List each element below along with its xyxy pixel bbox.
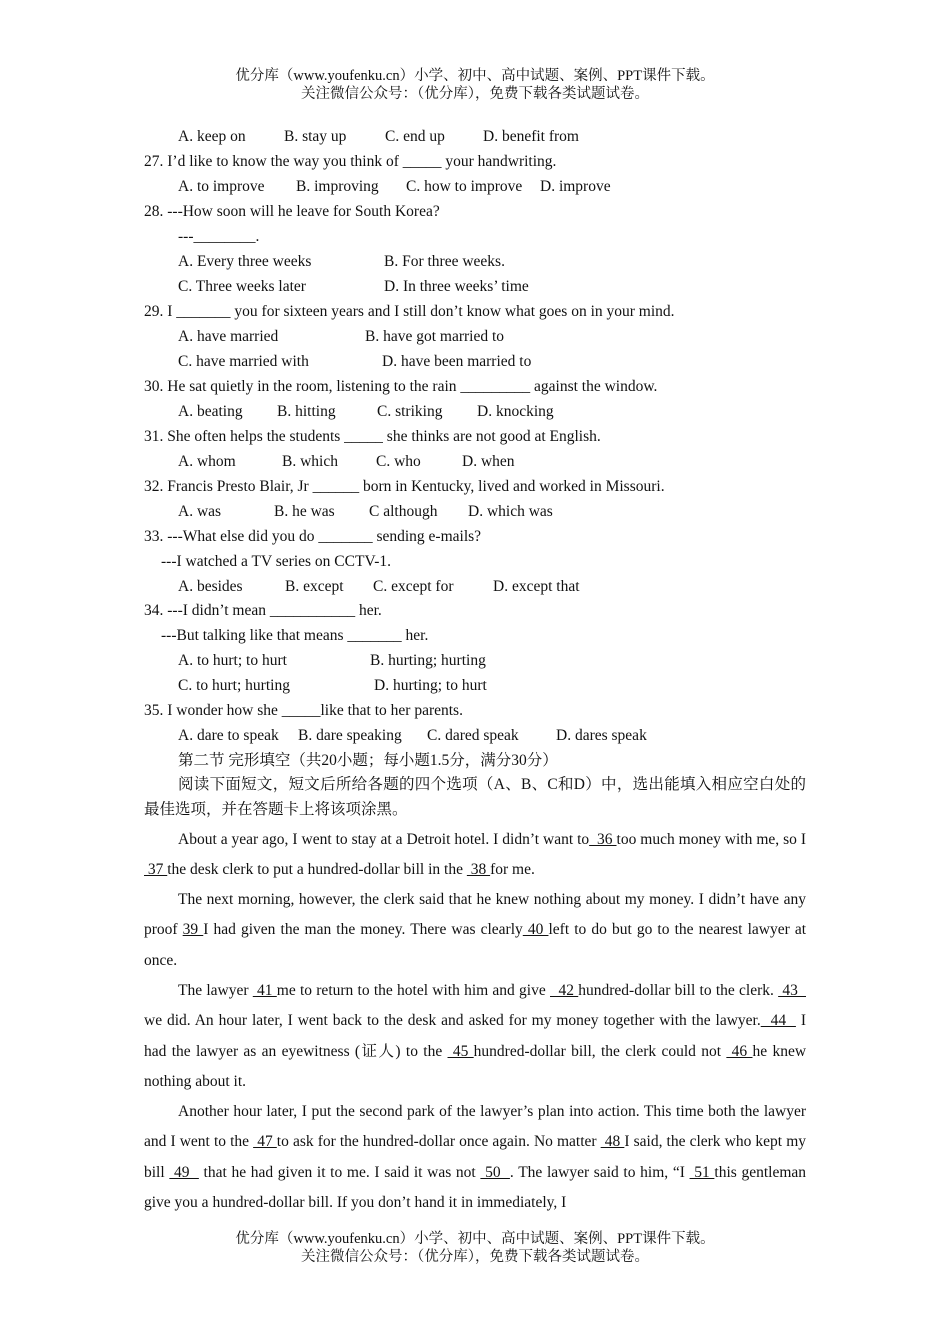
blank-42: 42: [550, 982, 579, 999]
footer-line-1: 优分库（www.youfenku.cn）小学、初中、高中试题、案例、PPT课件下载。: [235, 1231, 715, 1247]
q30-option-d: D. knocking: [477, 403, 554, 420]
q30-stem: 30. He sat quietly in the room, listening to the rain _________ against the window.: [144, 378, 658, 395]
blank-37: 37: [144, 861, 168, 879]
passage-paragraph-1: About a year ago, I went to stay at a Detroit hotel. I didn’t want to 36 too much money with me, so I 37 the desk clerk to put a hundred-dollar bill in the 38 for me.: [144, 831, 806, 879]
footer-line-2: 关注微信公众号：（优分库），免费下载各类试题试卷。: [301, 1249, 649, 1265]
q31-option-b: B. which: [282, 453, 338, 470]
q33-option-c: C. except for: [373, 578, 454, 595]
blank-51: 51: [689, 1163, 715, 1181]
blank-40: 40: [522, 921, 549, 939]
q35-option-a: A. dare to speak: [178, 727, 279, 744]
q26-option-d: D. benefit from: [483, 128, 579, 145]
q33-reply: ---I watched a TV series on CCTV-1.: [161, 553, 392, 570]
blank-39: 39: [182, 921, 204, 939]
blank-41: 41: [252, 982, 277, 999]
q27-option-d: D. improve: [540, 178, 611, 195]
q29-option-b: B. have got married to: [365, 328, 505, 345]
q29-option-a: A. have married: [178, 328, 279, 345]
q28-reply: ---________.: [178, 228, 260, 245]
q34-option-c: C. to hurt; hurting: [178, 677, 290, 694]
q35-option-d: D. dares speak: [556, 727, 647, 744]
q32-option-d: D. which was: [468, 503, 553, 520]
q32-option-a: A. was: [178, 503, 222, 520]
q27-option-a: A. to improve: [178, 178, 265, 195]
q29-stem: 29. I _______ you for sixteen years and I still don’t know what goes on in your mind.: [144, 303, 675, 320]
blank-43: 43: [778, 982, 806, 999]
blank-49: 49: [169, 1163, 199, 1181]
q29-option-c: C. have married with: [178, 353, 309, 370]
passage-paragraph-2: The next morning, however, the clerk said that he knew nothing about my money. I didn’t have any proof 39 I had given the man the money. There was clearly 40 left to do but go to the nearest lawyer at once.: [144, 891, 807, 969]
q27-option-c: C. how to improve: [406, 178, 523, 195]
q35-option-c: C. dared speak: [427, 727, 519, 744]
q26-option-a: A. keep on: [178, 128, 246, 145]
q27-option-b: B. improving: [296, 178, 379, 195]
q30-option-b: B. hitting: [277, 403, 336, 420]
header-line-2: 关注微信公众号：（优分库），免费下载各类试题试卷。: [301, 86, 649, 102]
passage-paragraph-3: The lawyer 41 me to return to the hotel with him and give 42 hundred-dollar bill to the clerk. 43 we did. An hour later, I went back to the desk and asked for my money together with the lawyer. 44 I had the lawyer as an eyewitness (证人) to the 45 hundred-dollar bill, the clerk could not 46 he knew nothing about it.: [144, 982, 807, 1090]
q26-option-b: B. stay up: [284, 128, 347, 145]
blank-48: 48: [600, 1133, 625, 1151]
blank-44: 44: [760, 1012, 796, 1030]
q28-option-b: B. For three weeks.: [384, 253, 505, 270]
q31-option-d: D. when: [462, 453, 515, 470]
page-header: [0, 67, 950, 103]
q28-option-c: C. Three weeks later: [178, 278, 306, 295]
q27-stem: 27. I’d like to know the way you think of _____ your handwriting.: [144, 153, 557, 170]
q30-option-c: C. striking: [377, 403, 443, 420]
q26-option-c: C. end up: [385, 128, 445, 145]
q34-reply: ---But talking like that means _______ her.: [161, 627, 429, 644]
q35-stem: 35. I wonder how she _____like that to her parents.: [144, 702, 463, 719]
blank-46: 46: [726, 1042, 753, 1060]
q30-option-a: A. beating: [178, 403, 243, 420]
q28-stem: 28. ---How soon will he leave for South Korea?: [144, 203, 440, 220]
q33-stem: 33. ---What else did you do _______ sending e-mails?: [144, 528, 482, 545]
q31-stem: 31. She often helps the students _____ she thinks are not good at English.: [144, 428, 601, 445]
q33-option-b: B. except: [285, 578, 344, 595]
q31-option-a: A. whom: [178, 453, 236, 470]
blank-36: 36: [589, 831, 617, 848]
q32-option-b: B. he was: [274, 503, 335, 520]
q29-option-d: D. have been married to: [382, 353, 532, 370]
page-footer: [0, 1230, 950, 1266]
q35-option-b: B. dare speaking: [298, 727, 402, 744]
section-title: 第二节 完形填空（共20小题；每小题1.5分，满分30分）: [178, 752, 558, 769]
q28-option-d: D. In three weeks’ time: [384, 278, 529, 295]
q31-option-c: C. who: [376, 453, 421, 470]
q28-option-a: A. Every three weeks: [178, 253, 312, 270]
blank-50: 50: [480, 1163, 510, 1181]
blank-45: 45: [447, 1042, 474, 1060]
blank-47: 47: [253, 1133, 277, 1151]
header-line-1: 优分库（www.youfenku.cn）小学、初中、高中试题、案例、PPT课件下载。: [235, 68, 715, 84]
q34-option-b: B. hurting; hurting: [370, 652, 486, 669]
q32-option-c: C although: [369, 503, 438, 520]
q34-stem: 34. ---I didn’t mean ___________ her.: [144, 602, 382, 619]
q33-option-d: D. except that: [493, 578, 580, 595]
q33-option-a: A. besides: [178, 578, 243, 595]
blank-38: 38: [466, 861, 491, 879]
section-instructions: 阅读下面短文，短文后所给各题的四个选项（A、B、C和D）中，选出能填入相应空白处的最佳选项，并在答题卡上将该项涂黑。: [144, 776, 806, 818]
q32-stem: 32. Francis Presto Blair, Jr ______ born in Kentucky, lived and worked in Missouri.: [144, 478, 665, 495]
passage-paragraph-4: Another hour later, I put the second park of the lawyer’s plan into action. This time both the lawyer and I went to the 47 to ask for the hundred-dollar once again. No matter 48 I said, the clerk who kept my bill 49 that he had given it to me. I said it was not 50 . The lawyer said to him, “I 51 this gentleman give you a hundred-dollar bill. If you don’t hand it in immediately, I: [144, 1103, 807, 1211]
q34-option-d: D. hurting; to hurt: [374, 677, 487, 694]
q34-option-a: A. to hurt; to hurt: [178, 652, 287, 669]
